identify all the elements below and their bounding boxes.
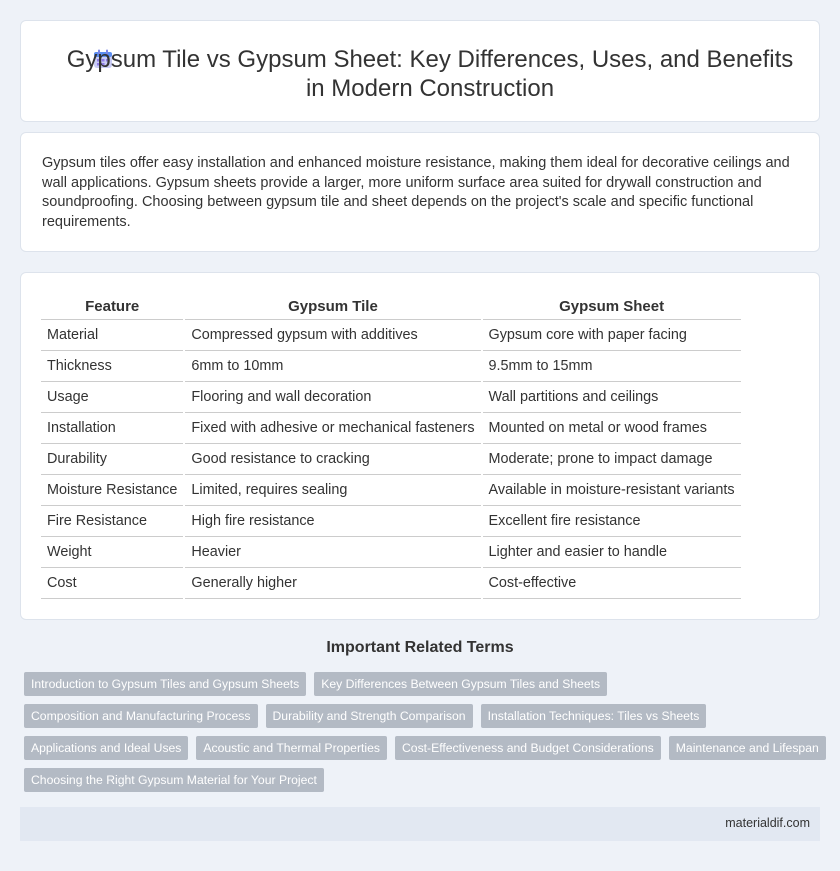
table-cell: Usage [41,381,184,412]
table-row [41,443,741,474]
table-cell: Flooring and wall decoration [184,381,481,412]
table-cell: Gypsum core with paper facing [482,319,741,350]
table-row [41,381,741,412]
table-cell: Limited, requires sealing [184,474,481,505]
related-terms-list [24,672,824,800]
table-cell: Available in moisture-resistant variants [482,474,741,505]
table-cell: Weight [41,536,184,567]
table-cell: Material [41,319,184,350]
related-term-tag[interactable]: Maintenance and Lifespan [669,736,826,760]
table-cell: Fire Resistance [41,505,184,536]
intro-card [20,132,820,252]
table-cell: 9.5mm to 15mm [482,350,741,381]
table-cell: Moderate; prone to impact damage [482,443,741,474]
table-row [41,536,741,567]
table-cell: Compressed gypsum with additives [184,319,481,350]
header-gypsum-sheet: Gypsum Sheet [482,293,741,319]
related-term-tag[interactable]: Acoustic and Thermal Properties [196,736,387,760]
related-term-tag[interactable]: Introduction to Gypsum Tiles and Gypsum Sheets [24,672,306,696]
table-cell: Thickness [41,350,184,381]
table-cell: Good resistance to cracking [184,443,481,474]
related-term-tag[interactable]: Cost-Effectiveness and Budget Considerations [395,736,661,760]
related-term-tag[interactable]: Key Differences Between Gypsum Tiles and Sheets [314,672,607,696]
footer [20,807,820,841]
title-card [20,20,820,122]
table-row [41,474,741,505]
table-cell: Durability [41,443,184,474]
table-row [41,567,741,598]
table-cell: Wall partitions and ceilings [482,381,741,412]
related-term-tag[interactable]: Applications and Ideal Uses [24,736,188,760]
page-title: Gypsum Tile vs Gypsum Sheet: Key Differences, Uses, and Benefits in Modern Construction [66,46,794,102]
header-gypsum-tile: Gypsum Tile [184,293,481,319]
table-cell: Mounted on metal or wood frames [482,412,741,443]
table-row [41,319,741,350]
table-cell: Heavier [184,536,481,567]
comparison-table [41,293,741,599]
table-cell: Moisture Resistance [41,474,184,505]
header-feature: Feature [41,293,184,319]
table-row [41,505,741,536]
table-cell: Generally higher [184,567,481,598]
table-cell: Installation [41,412,184,443]
table-cell: Cost [41,567,184,598]
comparison-card [20,272,820,620]
related-term-tag[interactable]: Choosing the Right Gypsum Material for Your Project [24,768,324,792]
table-row [41,412,741,443]
table-cell: High fire resistance [184,505,481,536]
table-cell: Excellent fire resistance [482,505,741,536]
related-terms-heading: Important Related Terms [326,639,514,656]
table-cell: 6mm to 10mm [184,350,481,381]
related-term-tag[interactable]: Durability and Strength Comparison [266,704,473,728]
footer-site-link[interactable]: materialdif.com [725,816,810,830]
table-cell: Cost-effective [482,567,741,598]
related-term-tag[interactable]: Composition and Manufacturing Process [24,704,258,728]
intro-paragraph: Gypsum tiles offer easy installation and enhanced moisture resistance, making them ideal for decorative ceilings and wall applications. Gypsum sheets provide a larger, more uniform surface area suited for drywall construction and soundproofing. Choosing between gypsum tile and sheet depends on the project's scale and specific functional requirements. [42,155,790,230]
related-term-tag[interactable]: Installation Techniques: Tiles vs Sheets [481,704,707,728]
table-header-row [41,293,741,319]
table-cell: Fixed with adhesive or mechanical fasteners [184,412,481,443]
table-row [41,350,741,381]
table-cell: Lighter and easier to handle [482,536,741,567]
